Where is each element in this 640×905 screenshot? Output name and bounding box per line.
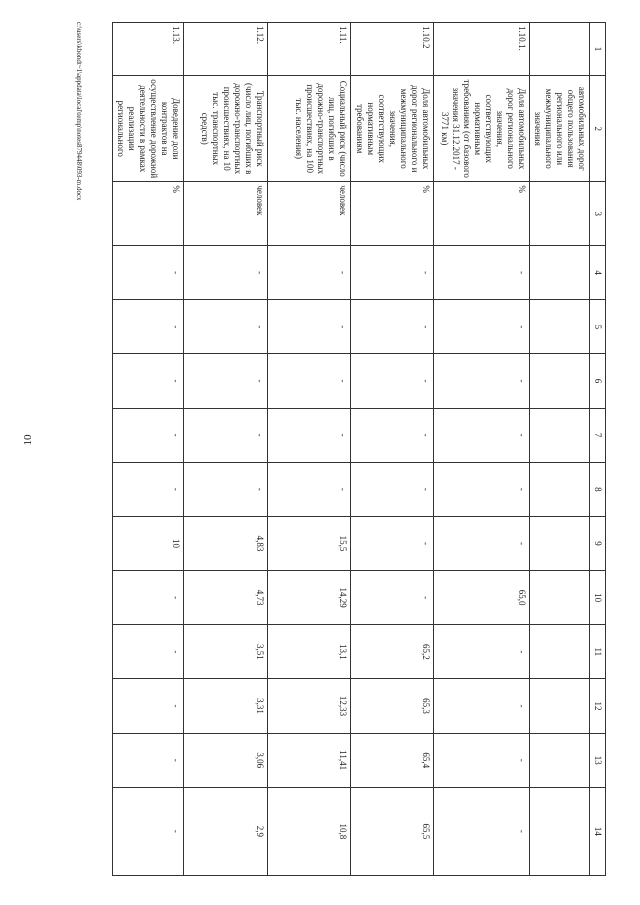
- value-cell: [530, 300, 590, 354]
- value-cell: -: [113, 787, 184, 875]
- value-cell: 2,9: [184, 787, 268, 875]
- value-cell: [530, 787, 590, 875]
- value-cell: 3,31: [184, 679, 268, 733]
- value-cell: -: [184, 408, 268, 462]
- value-cell: -: [434, 246, 530, 300]
- unit-cell: [530, 182, 590, 246]
- page-number: 10: [22, 434, 34, 446]
- value-cell: -: [268, 354, 351, 408]
- value-cell: -: [434, 300, 530, 354]
- value-cell: 3,51: [184, 625, 268, 679]
- value-cell: 13,1: [268, 625, 351, 679]
- col-header: 10: [590, 571, 606, 625]
- value-cell: 4,83: [184, 516, 268, 570]
- col-header: 3: [590, 182, 606, 246]
- col-header: 14: [590, 787, 606, 875]
- value-cell: [530, 408, 590, 462]
- value-cell: -: [184, 300, 268, 354]
- col-header: 7: [590, 408, 606, 462]
- col-header: 6: [590, 354, 606, 408]
- value-cell: -: [351, 462, 434, 516]
- rotated-document: [75, 22, 606, 876]
- value-cell: -: [113, 571, 184, 625]
- value-cell: -: [268, 246, 351, 300]
- header-row: [590, 23, 606, 876]
- value-cell: [530, 571, 590, 625]
- value-cell: -: [351, 246, 434, 300]
- value-cell: -: [113, 679, 184, 733]
- value-cell: -: [184, 354, 268, 408]
- value-cell: [530, 462, 590, 516]
- value-cell: -: [351, 516, 434, 570]
- indicator-name: Доведение доли контрактов на осуществление дорожной деятельности в рамках реализации регионального: [113, 76, 184, 182]
- indicator-name: Доля автомобильных дорог регионального значения, соответствующих нормативным требованиям (от базового значения 31.12.2017 - 3771 км): [434, 76, 530, 182]
- col-header: 4: [590, 246, 606, 300]
- value-cell: 65,3: [351, 679, 434, 733]
- value-cell: -: [268, 408, 351, 462]
- col-header: 1: [590, 23, 606, 76]
- value-cell: [530, 679, 590, 733]
- value-cell: -: [351, 354, 434, 408]
- value-cell: -: [351, 300, 434, 354]
- row-number: 1.11.: [268, 23, 351, 76]
- value-cell: -: [434, 516, 530, 570]
- unit-cell: %: [113, 182, 184, 246]
- value-cell: [530, 246, 590, 300]
- value-cell: -: [351, 408, 434, 462]
- value-cell: -: [184, 246, 268, 300]
- indicators-table: [112, 22, 606, 876]
- indicator-name: автомобильных дорог общего пользования регионального или межмуниципального значения: [530, 76, 590, 182]
- value-cell: -: [113, 300, 184, 354]
- value-cell: -: [434, 679, 530, 733]
- value-cell: 3,06: [184, 733, 268, 787]
- value-cell: -: [113, 733, 184, 787]
- value-cell: 65,5: [351, 787, 434, 875]
- value-cell: [530, 354, 590, 408]
- unit-cell: %: [351, 182, 434, 246]
- table-row: [351, 23, 434, 876]
- value-cell: -: [434, 408, 530, 462]
- value-cell: 14,29: [268, 571, 351, 625]
- value-cell: -: [184, 462, 268, 516]
- value-cell: -: [113, 246, 184, 300]
- value-cell: -: [113, 354, 184, 408]
- value-cell: 12,33: [268, 679, 351, 733]
- value-cell: -: [434, 733, 530, 787]
- value-cell: 10,8: [268, 787, 351, 875]
- footer-file-path: c:\users\kbondt~1\appdata\local\temp\notes879448\093-m.docx: [75, 22, 83, 201]
- row-number: 1.12.: [184, 23, 268, 76]
- value-cell: -: [113, 462, 184, 516]
- row-number: 1.10.1.: [434, 23, 530, 76]
- col-header: 5: [590, 300, 606, 354]
- indicator-name: Транспортный риск (число лиц, погибших в дорожно-транспортных происшествиях, на 10 тыс. транспортных средств): [184, 76, 268, 182]
- table-row: [434, 23, 530, 876]
- table-row: [530, 23, 590, 876]
- col-header: 13: [590, 733, 606, 787]
- value-cell: 15,5: [268, 516, 351, 570]
- col-header: 2: [590, 76, 606, 182]
- value-cell: -: [434, 625, 530, 679]
- indicator-name: Доля автомобильных дорог регионального и межмуниципального значения, соответствующих нормативным требованиям: [351, 76, 434, 182]
- row-number: [530, 23, 590, 76]
- unit-cell: человек: [184, 182, 268, 246]
- table-row: [113, 23, 184, 876]
- col-header: 8: [590, 462, 606, 516]
- row-number: 1.10.2: [351, 23, 434, 76]
- value-cell: -: [434, 462, 530, 516]
- value-cell: -: [351, 571, 434, 625]
- value-cell: -: [268, 300, 351, 354]
- value-cell: -: [434, 787, 530, 875]
- value-cell: -: [434, 354, 530, 408]
- col-header: 9: [590, 516, 606, 570]
- indicator-name: Социальный риск (число лиц, погибших в дорожно-транспортных происшествиях, на 100 тыс. населения): [268, 76, 351, 182]
- value-cell: [530, 625, 590, 679]
- value-cell: [530, 516, 590, 570]
- value-cell: -: [113, 408, 184, 462]
- value-cell: 65,4: [351, 733, 434, 787]
- table-row: [184, 23, 268, 876]
- col-header: 11: [590, 625, 606, 679]
- value-cell: 65,2: [351, 625, 434, 679]
- value-cell: [530, 733, 590, 787]
- unit-cell: человек: [268, 182, 351, 246]
- value-cell: 10: [113, 516, 184, 570]
- table-row: [268, 23, 351, 876]
- unit-cell: %: [434, 182, 530, 246]
- value-cell: -: [268, 462, 351, 516]
- col-header: 12: [590, 679, 606, 733]
- value-cell: -: [113, 625, 184, 679]
- value-cell: 4,73: [184, 571, 268, 625]
- value-cell: 11,41: [268, 733, 351, 787]
- value-cell: 65,0: [434, 571, 530, 625]
- row-number: 1.13.: [113, 23, 184, 76]
